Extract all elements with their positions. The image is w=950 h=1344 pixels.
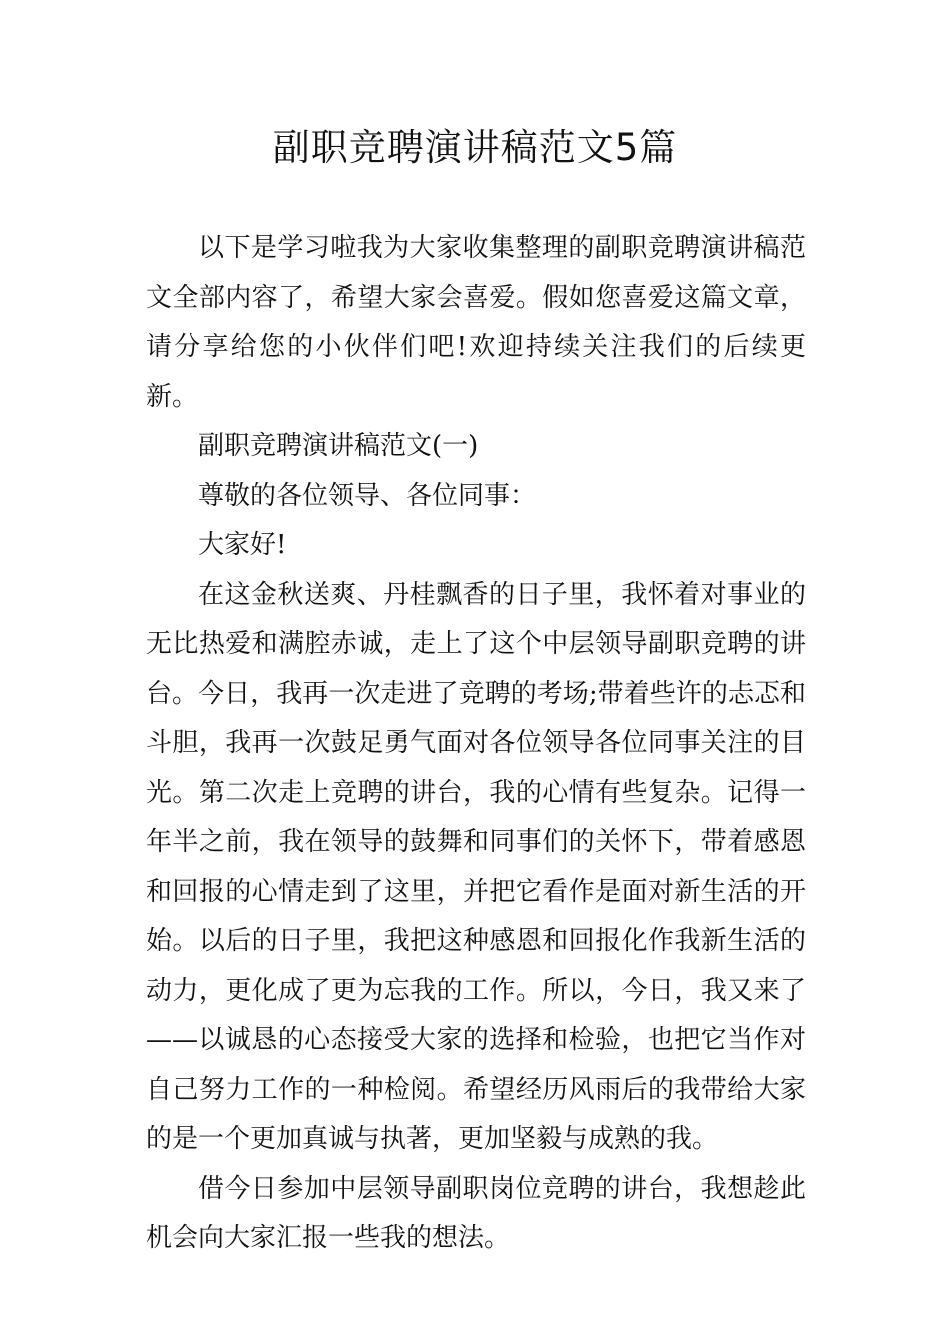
greeting: 大家好! [198, 530, 287, 560]
body-paragraph: 在这金秋送爽、丹桂飘香的日子里，我怀着对事业的无比热爱和满腔赤诚，走上了这个中层领导副职竞聘的讲台。今日，我再一次走进了竞聘的考场;带着些许的忐忑和斗胆，我再一次鼓足勇气面对各位领导各位同事关注的目光。第二次走上竞聘的讲台，我的心情有些复杂。记得一年半之前，我在领导的鼓舞和同事们的关怀下，带着感恩和回报的心情走到了这里，并把它看作是面对新生活的开始。以后的日子里，我把这种感恩和回报化作我新生活的动力，更化成了更为忘我的工作。所以，今日，我又来了——以诚恳的心态接受大家的选择和检验，也把它当作对自己努力工作的一种检阅。希望经历风雨后的我带给大家的是一个更加真诚与执著，更加坚毅与成熟的我。 [146, 579, 806, 1154]
section-heading: 副职竞聘演讲稿范文(一) [198, 431, 479, 461]
salutation: 尊敬的各位领导、各位同事： [198, 480, 537, 511]
document-title: 副职竞聘演讲稿范文5篇 [272, 126, 678, 169]
body-paragraph: 借今日参加中层领导副职岗位竞聘的讲台，我想趁此机会向大家汇报一些我的想法。 [146, 1173, 806, 1253]
intro-paragraph: 以下是学习啦我为大家收集整理的副职竞聘演讲稿范文全部内容了，希望大家会喜爱。假如您喜爱这篇文章，请分享给您的小伙伴们吧!欢迎持续关注我们的后续更新。 [146, 233, 806, 412]
document-body [146, 224, 806, 1264]
